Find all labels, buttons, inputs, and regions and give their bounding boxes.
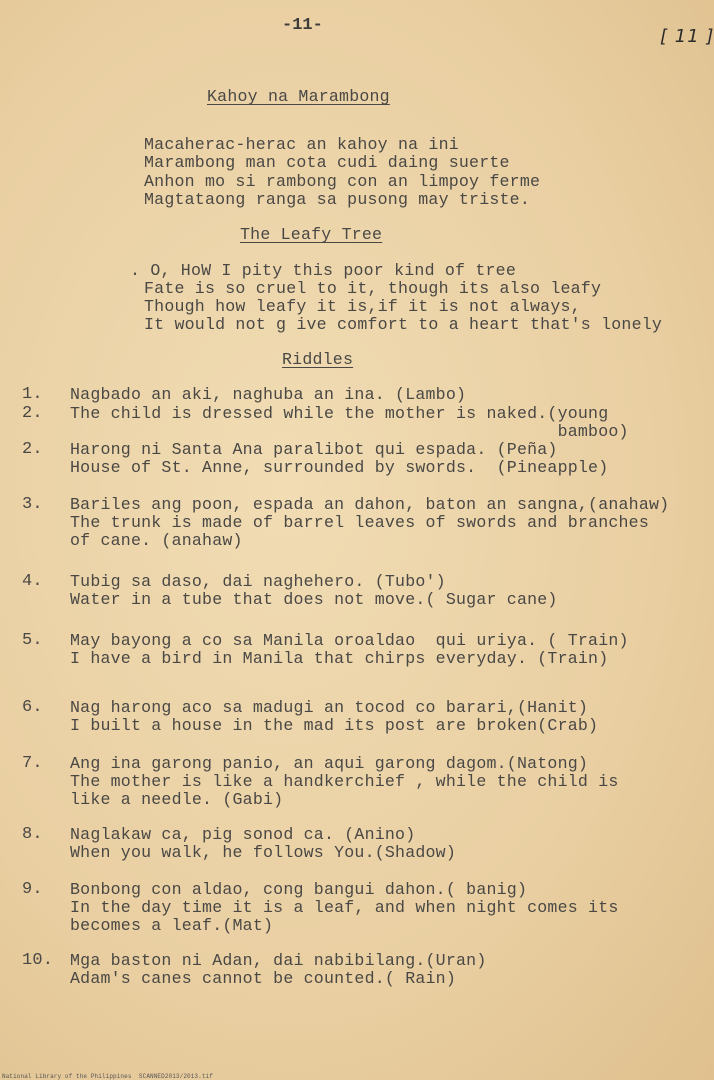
riddle-number: 8. xyxy=(22,825,43,844)
riddle-line: The mother is like a handkerchief , while the child is xyxy=(70,772,619,791)
page-number: -11- xyxy=(282,16,323,35)
riddle-number: 2. xyxy=(22,404,43,423)
riddle-number: 2. xyxy=(22,440,43,459)
riddle-line: of cane. (anahaw) xyxy=(70,531,243,550)
riddle-line: When you walk, he follows You.(Shadow) xyxy=(70,843,456,862)
riddle-number: 1. xyxy=(22,385,43,404)
riddle-number: 7. xyxy=(22,754,43,773)
poem-bikol-line: Marambong man cota cudi daing suerte xyxy=(144,153,510,172)
riddles-title: Riddles xyxy=(282,350,354,369)
riddle-line: Mga baston ni Adan, dai nabibilang.(Uran) xyxy=(70,951,487,970)
poem-bikol-line: Anhon mo si rambong con an limpoy ferme xyxy=(144,172,541,191)
riddle-line: like a needle. (Gabi) xyxy=(70,790,284,809)
riddle-line: Nag harong aco sa madugi an tocod co barari,(Hanit) xyxy=(70,698,589,717)
riddle-line: The trunk is made of barrel leaves of swords and branches xyxy=(70,513,649,532)
poem-bikol-line: Magtataong ranga sa pusong may triste. xyxy=(144,190,530,209)
riddle-number: 4. xyxy=(22,572,43,591)
riddle-line: Bonbong con aldao, cong bangui dahon.( banig) xyxy=(70,880,528,899)
riddle-number: 6. xyxy=(22,698,43,717)
riddle-line: Adam's canes cannot be counted.( Rain) xyxy=(70,969,456,988)
riddle-line: Water in a tube that does not move.( Sugar cane) xyxy=(70,590,558,609)
riddle-line: The child is dressed while the mother is naked.(young xyxy=(70,404,609,423)
poem-english-line: Fate is so cruel to it, though its also leafy xyxy=(144,279,602,298)
riddle-line: Harong ni Santa Ana paralibot qui espada. (Peña) xyxy=(70,440,558,459)
scan-footer: National Library of the Philippines SCANNED2013/2013.tif xyxy=(2,1073,213,1080)
riddle-number: 3. xyxy=(22,495,43,514)
riddle-number: 9. xyxy=(22,880,43,899)
riddle-line: House of St. Anne, surrounded by swords. (Pineapple) xyxy=(70,458,609,477)
poem-english-line: Though how leafy it is,if it is not always, xyxy=(144,297,581,316)
riddle-line: Bariles ang poon, espada an dahon, baton an sangna,(anahaw) xyxy=(70,495,670,514)
riddle-line: bamboo) xyxy=(70,422,629,441)
poem-bikol-title: Kahoy na Marambong xyxy=(207,87,390,106)
riddle-line: I built a house in the mad its post are broken(Crab) xyxy=(70,716,599,735)
handwritten-page-number: [ 11 ] xyxy=(660,26,714,47)
riddle-line: Ang ina garong panio, an aqui garong dagom.(Natong) xyxy=(70,754,589,773)
riddle-number: 10. xyxy=(22,951,54,970)
riddle-line: Tubig sa daso, dai naghehero. (Tubo') xyxy=(70,572,446,591)
riddle-line: Nagbado an aki, naghuba an ina. (Lambo) xyxy=(70,385,467,404)
poem-english-line: It would not g ive comfort to a heart that's lonely xyxy=(144,315,663,334)
poem-bikol-line: Macaherac-herac an kahoy na ini xyxy=(144,135,459,154)
riddle-line: Naglakaw ca, pig sonod ca. (Anino) xyxy=(70,825,416,844)
poem-english-line: . O, HoW I pity this poor kind of tree xyxy=(130,261,516,280)
riddle-line: May bayong a co sa Manila oroaldao qui uriya. ( Train) xyxy=(70,631,629,650)
riddle-line: I have a bird in Manila that chirps everyday. (Train) xyxy=(70,649,609,668)
riddle-number: 5. xyxy=(22,631,43,650)
riddle-line: In the day time it is a leaf, and when night comes its xyxy=(70,898,619,917)
poem-english-title: The Leafy Tree xyxy=(240,225,383,244)
riddle-line: becomes a leaf.(Mat) xyxy=(70,916,274,935)
